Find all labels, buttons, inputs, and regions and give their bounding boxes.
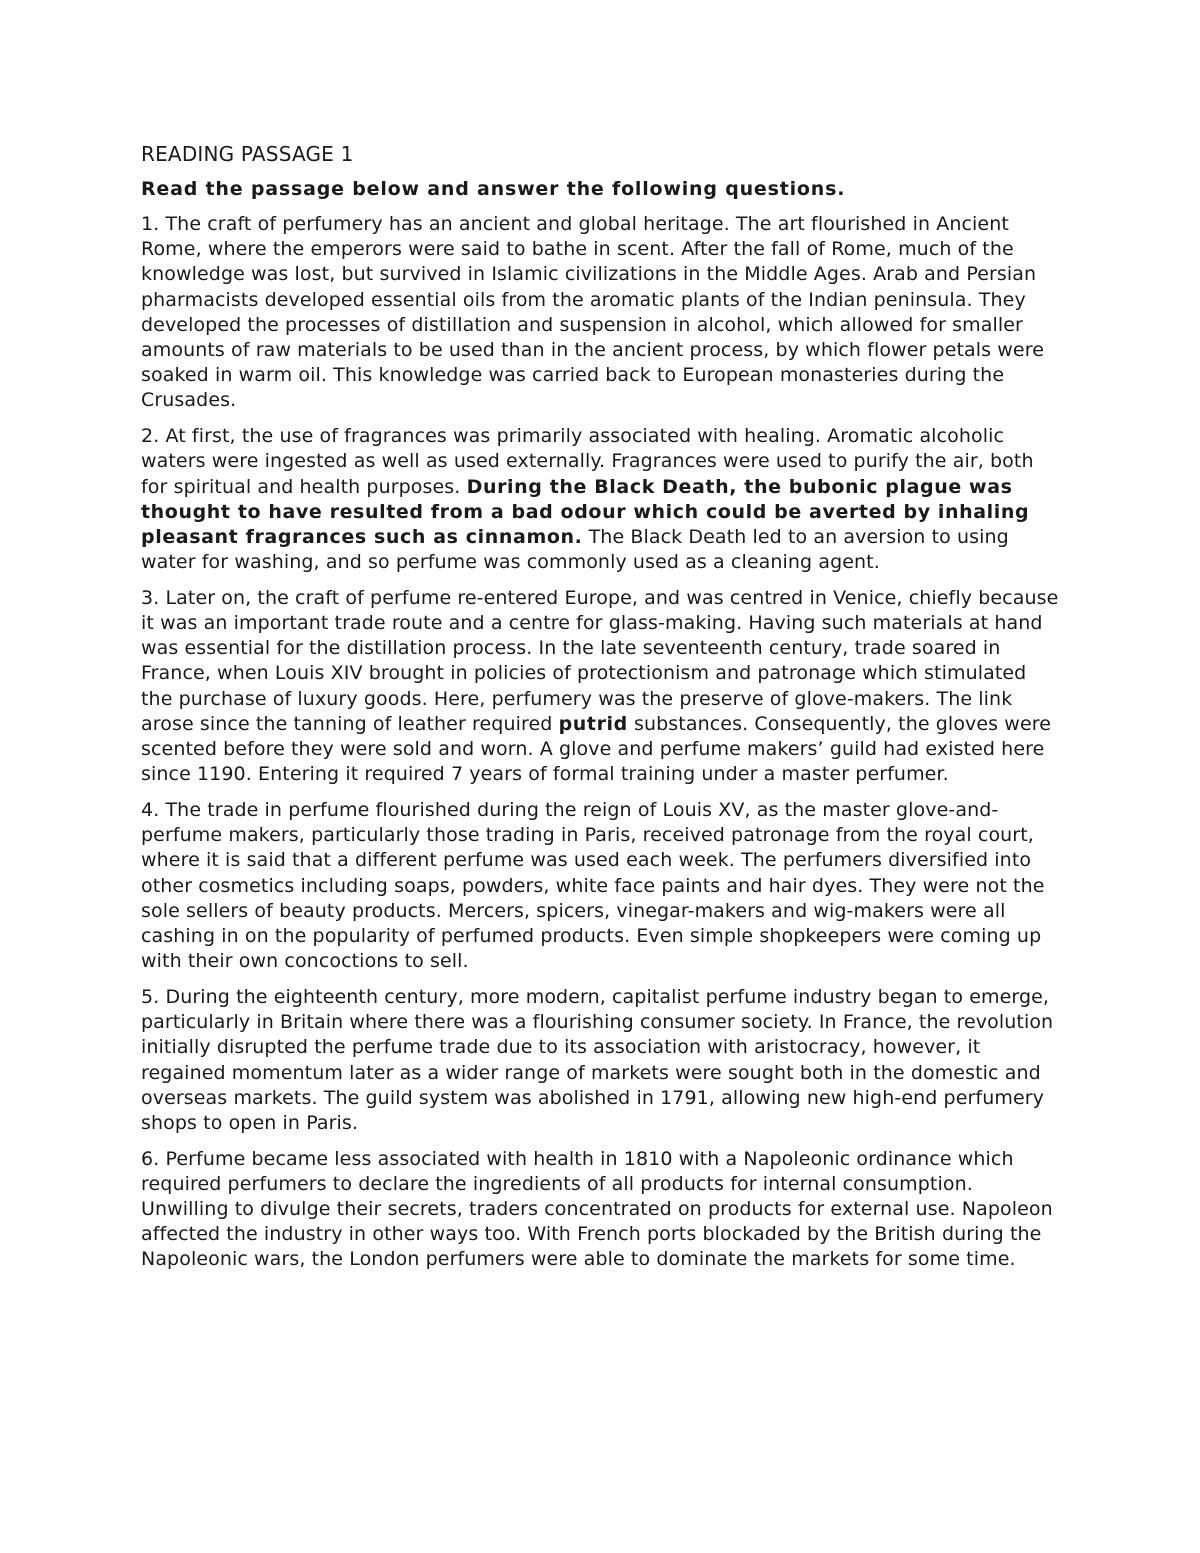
paragraph-4 (141, 798, 1061, 974)
paragraph-1 (141, 212, 1061, 414)
paragraph-6-text: 6. Perfume became less associated with health in 1810 with a Napoleonic ordinance which required perfumers to declare the ingredients of all products for internal consumption. Unwilling to divulge their secrets, traders concentrated on products for external use. Napoleon affected the industry in other ways too. With French ports blockaded by the British during the Napoleonic wars, the London perfumers were able to dominate the markets for some time. (141, 1147, 1053, 1271)
paragraph-3-text-end: substances. Consequently, the gloves were scented before they were sold and worn. A glove and perfume makers’ guild had existed here since 1190. Entering it required 7 years of formal training under a master perfumer. (141, 712, 1052, 786)
paragraph-2-text-end: The Black Death led to an aversion to using water for washing, and so perfume was commonly used as a cleaning agent. (141, 525, 1009, 574)
paragraph-2 (141, 424, 1061, 575)
passage-instruction: Read the passage below and answer the following questions. (141, 178, 846, 200)
paragraph-5 (141, 985, 1061, 1136)
paragraph-5-text: 5. During the eighteenth century, more modern, capitalist perfume industry began to emerge, particularly in Britain where there was a flourishing consumer society. In France, the revolution initially disrupted the perfume trade due to its association with aristocracy, however, it regained momentum later as a wider range of markets were sought both in the domestic and overseas markets. The guild system was abolished in 1791, allowing new high-end perfumery shops to open in Paris. (141, 985, 1054, 1134)
passage-title: READING PASSAGE 1 (141, 142, 354, 166)
paragraph-4-text: 4. The trade in perfume flourished during the reign of Louis XV, as the master glove-and-perfume makers, particularly those trading in Paris, received patronage from the royal court, where it is said that a different perfume was used each week. The perfumers diversified into other cosmetics including soaps, powders, white face paints and hair dyes. They were not the sole sellers of beauty products. Mercers, spicers, vinegar-makers and wig-makers were all cashing in on the popularity of perfumed products. Even simple shopkeepers were coming up with their own concoctions to sell. (141, 798, 1045, 973)
paragraph-3-bold-word: putrid (558, 712, 628, 735)
paragraph-3 (141, 586, 1061, 788)
document-page (141, 140, 1061, 1283)
paragraph-2-text-start: 2. At first, the use of fragrances was primarily associated with healing. Aromatic alcoholic waters were ingested as well as used externally. Fragrances were used to purify the air, both for spiritual and health purposes. (141, 425, 1034, 498)
paragraph-6 (141, 1147, 1061, 1273)
paragraph-3-text-start: 3. Later on, the craft of perfume re-entered Europe, and was centred in Venice, chiefly because it was an important trade route and a centre for glass-making. Having such materials at hand was essential for the distillation process. In the late seventeenth century, trade soared in France, when Louis XIV brought in policies of protectionism and patronage which stimulated the purchase of luxury goods. Here, perfumery was the preserve of glove-makers. The link arose since the tanning of leather required (141, 586, 1059, 735)
paragraph-1-text: 1. The craft of perfumery has an ancient and global heritage. The art flourished in Ancient Rome, where the emperors were said to bathe in scent. After the fall of Rome, much of the knowledge was lost, but survived in Islamic civilizations in the Middle Ages. Arab and Persian pharmacists developed essential oils from the aromatic plants of the Indian peninsula. They developed the processes of distillation and suspension in alcohol, which allowed for smaller amounts of raw materials to be used than in the ancient process, by which flower petals were soaked in warm oil. This knowledge was carried back to European monasteries during the Crusades. (141, 213, 1045, 412)
paragraph-2-bold-text: During the Black Death, the bubonic plague was thought to have resulted from a bad odour which could be averted by inhaling pleasant fragrances such as cinnamon. (141, 475, 1030, 548)
